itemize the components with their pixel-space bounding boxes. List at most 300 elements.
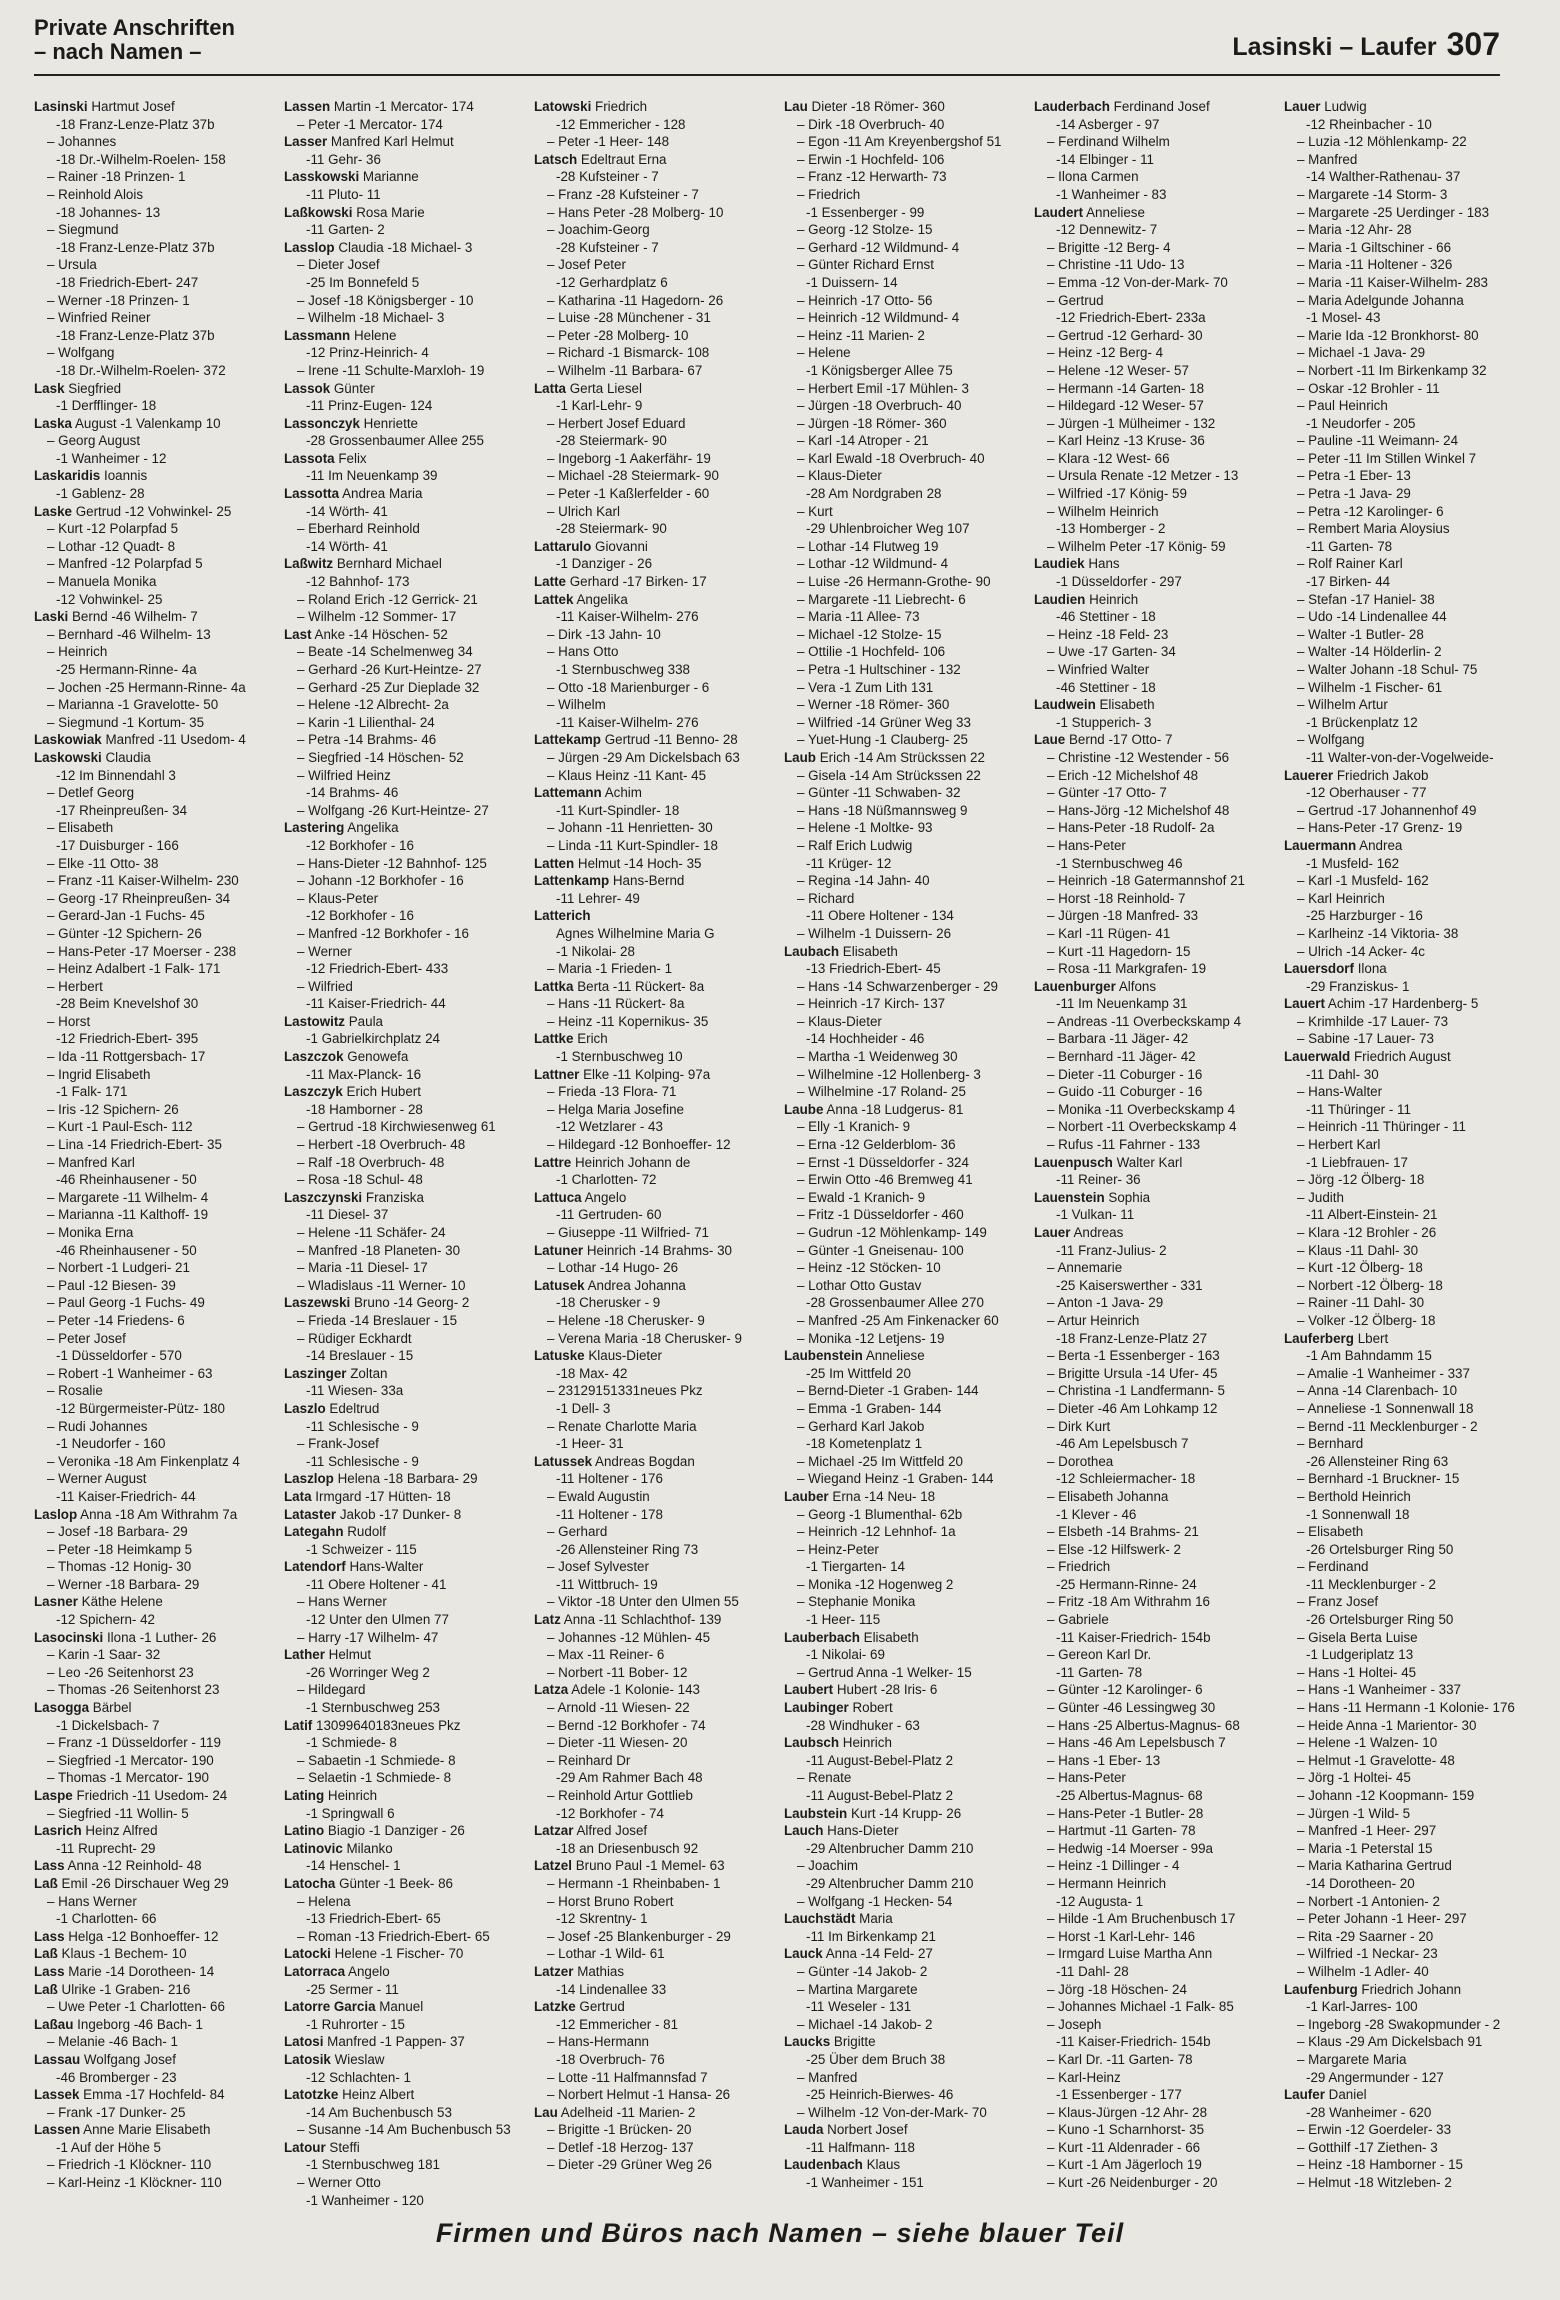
directory-continuation <box>534 555 776 573</box>
entry-text: -1 Düsseldorfer - 297 <box>1056 574 1182 590</box>
entry-dash: – <box>797 679 809 695</box>
entry-text: Dorothea <box>1058 1453 1114 1469</box>
entry-text: Hans <box>1088 556 1120 572</box>
entry-text: Bruno Paul -1 Memel- 63 <box>575 1858 725 1874</box>
entry-dash: – <box>547 292 559 308</box>
entry-text: Günter -17 Otto- 7 <box>1058 785 1167 801</box>
entry-text: Jürgen -18 Overbruch- 40 <box>808 398 962 414</box>
entry-text: Rainer -11 Dahl- 30 <box>1308 1295 1425 1311</box>
entry-dash: – <box>1047 767 1059 783</box>
entry-text: Melanie -46 Bach- 1 <box>58 2034 179 2050</box>
directory-entry <box>534 380 776 398</box>
entry-text: Werner -18 Prinzen- 1 <box>58 292 190 308</box>
directory-continuation <box>34 450 276 468</box>
entry-dash: – <box>297 310 309 326</box>
entry-text: -12 Rheinbacher - 10 <box>1306 116 1432 132</box>
directory-continuation <box>534 432 776 450</box>
entry-text: Roman -13 Friedrich-Ebert- 65 <box>308 1928 490 1944</box>
entry-text: Wilfried <box>308 978 353 994</box>
entry-dash: – <box>47 257 59 273</box>
entry-dash: – <box>1297 1524 1309 1540</box>
entry-dash: – <box>297 679 309 695</box>
entry-text: -1 Mosel- 43 <box>1306 310 1381 326</box>
entry-dash: – <box>297 1119 309 1135</box>
entry-text: Otto -18 Marienburger - 6 <box>558 679 710 695</box>
directory-subentry <box>1284 1294 1526 1312</box>
entry-text: Heinrich -17 Otto- 56 <box>808 292 933 308</box>
entry-text: Elisabeth Johanna <box>1058 1488 1169 1504</box>
entry-dash: – <box>297 1770 309 1786</box>
entry-dash: – <box>1047 908 1059 924</box>
entry-dash: – <box>797 1137 809 1153</box>
directory-subentry <box>1034 1945 1276 1963</box>
entry-text: -1 Sonnenwall 18 <box>1306 1506 1410 1522</box>
entry-dash: – <box>1297 1682 1309 1698</box>
entry-dash: – <box>1297 1735 1309 1751</box>
directory-continuation <box>1034 1629 1276 1647</box>
directory-continuation <box>34 802 276 820</box>
entry-dash: – <box>1047 1981 1059 1997</box>
entry-text: Karl -14 Atroper - 21 <box>808 433 929 449</box>
entry-text: -28 Steiermark- 90 <box>556 521 667 537</box>
entry-text: Hans-Peter -17 Grenz- 19 <box>1308 820 1463 836</box>
entry-text: Monika -12 Hogenweg 2 <box>808 1576 954 1592</box>
directory-subentry <box>1034 1118 1276 1136</box>
entry-dash: – <box>547 257 559 273</box>
entry-text: Angelo <box>348 1963 390 1979</box>
entry-dash: – <box>1297 1225 1309 1240</box>
entry-text: Hans -25 Albertus-Magnus- 68 <box>1058 1717 1240 1733</box>
entry-dash: – <box>797 785 809 801</box>
entry-dash: – <box>1047 749 1059 765</box>
entry-dash: – <box>1047 450 1059 466</box>
directory-subentry <box>534 133 776 151</box>
entry-text: -25 Heinrich-Bierwes- 46 <box>806 2087 954 2103</box>
entry-text: Margarete -11 Liebrecht- 6 <box>808 591 966 607</box>
directory-continuation <box>34 2069 276 2087</box>
directory-continuation <box>1034 520 1276 538</box>
entry-text: Helene -12 Weser- 57 <box>1058 362 1189 378</box>
entry-dash: – <box>547 468 559 484</box>
directory-subentry <box>534 749 776 767</box>
directory-subentry <box>284 1893 526 1911</box>
directory-subentry <box>1034 2104 1276 2122</box>
entry-dash: – <box>297 1752 309 1768</box>
directory-subentry <box>34 2104 276 2122</box>
directory-subentry <box>284 943 526 961</box>
directory-subentry <box>1284 1805 1526 1823</box>
directory-continuation <box>34 1840 276 1858</box>
directory-entry <box>34 1699 276 1717</box>
entry-dash: – <box>797 626 809 642</box>
directory-continuation <box>1284 1646 1526 1664</box>
entry-surname: Lasslop <box>284 239 335 255</box>
entry-text: Hans -1 Holtei- 45 <box>1308 1664 1417 1680</box>
entry-text: Lothar Otto Gustav <box>808 1277 922 1293</box>
directory-continuation <box>1284 538 1526 556</box>
directory-subentry <box>34 221 276 239</box>
directory-subentry <box>784 450 1026 468</box>
entry-text: Horst -1 Karl-Lehr- 146 <box>1058 1928 1196 1944</box>
entry-text: Ilona <box>1357 961 1387 977</box>
entry-text: Gudrun -12 Möhlenkamp- 149 <box>808 1225 987 1240</box>
name-range: Lasinski – Laufer <box>1232 33 1437 61</box>
directory-subentry <box>1284 1312 1526 1330</box>
entry-text: Siegfried <box>68 380 122 396</box>
directory-subentry <box>1034 1717 1276 1735</box>
entry-text: Winfried Reiner <box>58 310 151 326</box>
directory-subentry <box>1034 256 1276 274</box>
directory-subentry <box>1284 221 1526 239</box>
entry-dash: – <box>1047 1400 1059 1416</box>
entry-dash: – <box>1047 890 1059 906</box>
entry-text: Stephanie Monika <box>808 1594 916 1610</box>
entry-surname: Laske <box>34 503 72 519</box>
entry-dash: – <box>547 1260 559 1276</box>
directory-columns <box>34 98 1526 2208</box>
entry-dash: – <box>797 239 809 255</box>
entry-dash: – <box>1047 1700 1059 1716</box>
directory-continuation <box>34 1611 276 1629</box>
entry-dash: – <box>47 538 59 554</box>
entry-dash: – <box>297 1154 309 1170</box>
entry-text: Erich -14 Am Strückssen 22 <box>819 749 985 765</box>
entry-surname: Latten <box>534 855 575 871</box>
entry-dash: – <box>297 873 309 889</box>
entry-text: Robert -1 Wanheimer - 63 <box>58 1365 213 1381</box>
directory-subentry <box>1284 362 1526 380</box>
entry-text: Heinrich <box>327 1788 378 1803</box>
directory-continuation <box>534 1576 776 1594</box>
directory-subentry <box>34 819 276 837</box>
directory-continuation <box>1034 2033 1276 2051</box>
entry-dash: – <box>1047 398 1059 414</box>
entry-text: Gisela -14 Am Strückssen 22 <box>808 767 981 783</box>
entry-text: Elisabeth <box>863 1629 919 1645</box>
directory-subentry <box>34 1998 276 2016</box>
entry-text: Manuel <box>379 1999 424 2015</box>
directory-entry <box>284 168 526 186</box>
entry-dash: – <box>1297 1400 1308 1416</box>
directory-subentry <box>784 116 1026 134</box>
directory-continuation <box>784 204 1026 222</box>
directory-continuation <box>1284 1154 1526 1172</box>
directory-subentry <box>1034 1558 1276 1576</box>
directory-subentry <box>784 1664 1026 1682</box>
entry-text: -25 Albertus-Magnus- 68 <box>1056 1788 1203 1803</box>
entry-text: -18 Franz-Lenze-Platz 37b <box>56 327 215 343</box>
directory-entry <box>534 978 776 996</box>
entry-dash: – <box>547 679 559 695</box>
entry-text: Paul Heinrich <box>1308 398 1388 414</box>
entry-text: -11 Pluto- 11 <box>306 186 381 202</box>
entry-dash: – <box>297 732 309 748</box>
directory-subentry <box>1284 274 1526 292</box>
entry-text: Manuela Monika <box>58 574 157 590</box>
entry-surname: Latzer <box>534 1963 574 1979</box>
entry-text: Hans Otto <box>558 644 619 660</box>
directory-continuation <box>534 2016 776 2034</box>
entry-dash: – <box>547 837 559 853</box>
entry-text: Beate -14 Schelmenweg 34 <box>308 644 473 660</box>
entry-dash: – <box>547 134 559 150</box>
entry-dash: – <box>297 1893 309 1909</box>
directory-continuation <box>784 2139 1026 2157</box>
directory-entry <box>284 485 526 503</box>
entry-text: Jakob -17 Dunker- 8 <box>339 1506 462 1522</box>
directory-subentry <box>1034 1083 1276 1101</box>
directory-entry <box>284 1998 526 2016</box>
directory-entry <box>284 1470 526 1488</box>
entry-dash: – <box>1297 609 1309 625</box>
entry-text: -1 Essenberger - 177 <box>1056 2087 1182 2103</box>
directory-continuation <box>34 1171 276 1189</box>
entry-text: Bernhard <box>1308 1436 1364 1452</box>
directory-continuation <box>784 2051 1026 2069</box>
entry-surname: Latotzke <box>284 2087 339 2103</box>
entry-surname: Lattke <box>534 1031 574 1047</box>
directory-subentry <box>34 714 276 732</box>
entry-dash: – <box>547 749 559 765</box>
directory-subentry <box>1284 450 1526 468</box>
directory-continuation <box>1284 855 1526 873</box>
directory-continuation <box>34 995 276 1013</box>
directory-entry <box>34 415 276 433</box>
directory-continuation <box>284 186 526 204</box>
directory-subentry <box>34 1893 276 1911</box>
entry-text: -14 Dorotheen- 20 <box>1306 1875 1415 1891</box>
entry-dash: – <box>297 1137 309 1153</box>
directory-subentry <box>1034 1752 1276 1770</box>
entry-dash: – <box>797 1770 809 1786</box>
directory-entry <box>34 380 276 398</box>
directory-subentry <box>284 2121 526 2139</box>
directory-subentry <box>284 749 526 767</box>
entry-surname: Laszinger <box>284 1365 347 1381</box>
entry-surname: Lask <box>34 380 65 396</box>
directory-subentry <box>1034 1453 1276 1471</box>
directory-continuation <box>34 151 276 169</box>
directory-subentry <box>784 380 1026 398</box>
entry-text: Hans-Jörg -12 Michelshof 48 <box>1058 802 1230 818</box>
entry-text: -1 Karl-Jarres- 100 <box>1306 1999 1418 2015</box>
entry-text: Yuet-Hung -1 Clauberg- 25 <box>807 732 968 748</box>
entry-text: Hans -18 Nüßmannsweg 9 <box>808 802 968 818</box>
directory-subentry <box>284 1118 526 1136</box>
entry-text: Horst -18 Reinhold- 7 <box>1058 890 1186 906</box>
directory-subentry <box>1034 1312 1276 1330</box>
entry-surname: Latza <box>534 1682 569 1698</box>
entry-dash: – <box>1047 274 1059 290</box>
entry-text: Siegfried -1 Mercator- 190 <box>58 1752 214 1768</box>
entry-text: Gertrud -11 Benno- 28 <box>604 732 738 748</box>
entry-text: Lothar -14 Hugo- 26 <box>558 1260 679 1276</box>
directory-subentry <box>1034 1347 1276 1365</box>
directory-subentry <box>784 714 1026 732</box>
directory-entry <box>34 1822 276 1840</box>
directory-subentry <box>34 679 276 697</box>
directory-continuation <box>1284 1066 1526 1084</box>
entry-dash: – <box>797 837 809 853</box>
entry-text: Rudolf <box>347 1524 386 1540</box>
directory-subentry <box>1034 1646 1276 1664</box>
directory-continuation <box>284 1418 526 1436</box>
entry-text: Karl -11 Rügen- 41 <box>1058 925 1171 941</box>
entry-dash: – <box>1297 521 1309 537</box>
entry-text: -28 Beim Knevelshof 30 <box>56 996 199 1012</box>
entry-text: -11 Krüger- 12 <box>806 855 892 871</box>
entry-text: Heinz -11 Kopernikus- 35 <box>558 1013 709 1029</box>
entry-text: -29 Altenbrucher Damm 210 <box>806 1840 974 1856</box>
entry-text: Gerta Liesel <box>569 380 642 396</box>
entry-text: Hans-Peter -1 Butler- 28 <box>1058 1805 1204 1821</box>
entry-text: Wilhelmine -17 Roland- 25 <box>808 1084 966 1100</box>
directory-subentry <box>534 415 776 433</box>
directory-entry <box>784 2033 1026 2051</box>
entry-text: Rolf Rainer Karl <box>1308 556 1403 572</box>
entry-text: -1 Düsseldorfer - 570 <box>56 1348 182 1364</box>
directory-subentry <box>284 362 526 380</box>
entry-text: Hermann -1 Rheinbaben- 1 <box>558 1875 721 1891</box>
directory-subentry <box>784 1171 1026 1189</box>
directory-continuation <box>1284 309 1526 327</box>
entry-dash: – <box>547 2122 559 2138</box>
entry-dash: – <box>47 1647 59 1663</box>
entry-dash: – <box>1047 837 1059 853</box>
directory-entry <box>1034 204 1276 222</box>
directory-entry <box>284 1506 526 1524</box>
directory-entry <box>534 591 776 609</box>
entry-text: -14 Wörth- 41 <box>306 538 388 554</box>
entry-dash: – <box>1297 292 1309 308</box>
directory-entry <box>284 626 526 644</box>
entry-text: Andreas Bogdan <box>595 1453 695 1469</box>
entry-dash: – <box>297 257 309 273</box>
entry-dash: – <box>797 1453 809 1469</box>
entry-text: Andrea Maria <box>342 486 423 502</box>
entry-dash: – <box>547 204 559 220</box>
directory-continuation <box>34 1435 276 1453</box>
entry-dash: – <box>547 1312 559 1328</box>
entry-dash: – <box>47 1189 59 1205</box>
entry-dash: – <box>297 362 309 378</box>
directory-continuation <box>534 925 776 943</box>
entry-surname: Laubert <box>784 1682 834 1698</box>
entry-text: Ewald -1 Kranich- 9 <box>808 1189 926 1205</box>
directory-entry <box>784 98 1026 116</box>
entry-text: Ilona -1 Luther- 26 <box>106 1629 217 1645</box>
entry-dash: – <box>1047 1488 1059 1504</box>
directory-continuation <box>284 221 526 239</box>
entry-text: Hans -11 Hermann -1 Kolonie- 176 <box>1308 1700 1515 1716</box>
entry-dash: – <box>1047 1101 1059 1117</box>
entry-surname: Lastowitz <box>284 1013 346 1029</box>
directory-continuation <box>284 1611 526 1629</box>
directory-subentry <box>34 1805 276 1823</box>
entry-text: Norbert -1 Ludgeri- 21 <box>58 1260 190 1276</box>
directory-subentry <box>534 256 776 274</box>
entry-text: Margarete -11 Wilhelm- 4 <box>58 1189 209 1205</box>
entry-dash: – <box>1297 1840 1309 1856</box>
entry-text: Gerhard <box>558 1524 608 1540</box>
entry-dash: – <box>547 1788 559 1803</box>
entry-text: -25 Kaiserswerther - 331 <box>1056 1277 1203 1293</box>
entry-text: Dieter -11 Coburger - 16 <box>1058 1066 1203 1082</box>
entry-text: Giuseppe -11 Wilfried- 71 <box>558 1225 710 1240</box>
directory-subentry <box>1034 327 1276 345</box>
directory-entry <box>784 1910 1026 1928</box>
entry-text: -1 Gabrielkirchplatz 24 <box>306 1031 440 1047</box>
directory-continuation <box>284 907 526 925</box>
entry-text: Peter -28 Molberg- 10 <box>558 327 689 343</box>
directory-subentry <box>784 661 1026 679</box>
entry-dash: – <box>47 943 59 959</box>
directory-subentry <box>1284 520 1526 538</box>
directory-subentry <box>1284 819 1526 837</box>
entry-dash: – <box>1047 1612 1059 1628</box>
directory-entry <box>34 2016 276 2034</box>
directory-continuation <box>284 274 526 292</box>
directory-subentry <box>1284 380 1526 398</box>
directory-subentry <box>1034 2156 1276 2174</box>
entry-dash: – <box>1047 943 1059 959</box>
directory-continuation <box>784 1875 1026 1893</box>
directory-continuation <box>34 239 276 257</box>
entry-text: -25 Hermann-Rinne- 24 <box>1056 1576 1197 1592</box>
entry-surname: Latuner <box>534 1242 584 1258</box>
directory-entry <box>34 1787 276 1805</box>
entry-surname: Latte <box>534 574 566 590</box>
entry-dash: – <box>297 1330 309 1346</box>
entry-dash: – <box>797 1172 809 1188</box>
directory-subentry <box>784 1154 1026 1172</box>
entry-dash: – <box>1297 925 1309 941</box>
directory-subentry <box>34 344 276 362</box>
directory-subentry <box>34 1365 276 1383</box>
entry-text: Monika Erna <box>58 1225 134 1240</box>
entry-text: Friedrich August <box>1353 1049 1451 1065</box>
entry-text: -11 Prinz-Eugen- 124 <box>306 398 433 414</box>
directory-subentry <box>34 2174 276 2192</box>
entry-dash: – <box>547 626 559 642</box>
entry-text: Achim -17 Hardenberg- 5 <box>1327 996 1479 1012</box>
directory-subentry <box>1284 943 1526 961</box>
entry-text: Sabaetin -1 Schmiede- 8 <box>308 1752 456 1768</box>
entry-surname: Laszlo <box>284 1400 326 1416</box>
entry-surname: Laue <box>1034 732 1066 748</box>
entry-dash: – <box>797 1524 809 1540</box>
directory-continuation <box>534 520 776 538</box>
entry-text: Oskar -12 Brohler - 11 <box>1308 380 1440 396</box>
directory-subentry <box>1034 1805 1276 1823</box>
entry-text: Maria -11 Kaiser-Wilhelm- 283 <box>1308 274 1489 290</box>
entry-dash: – <box>1047 1383 1059 1399</box>
directory-subentry <box>784 2069 1026 2087</box>
entry-text: Petra -1 Java- 29 <box>1308 486 1411 502</box>
entry-dash: – <box>1047 1946 1059 1962</box>
entry-text: Andreas -11 Overbeckskamp 4 <box>1057 1013 1242 1029</box>
entry-text: Ingrid Elisabeth <box>58 1066 151 1082</box>
entry-text: Gerhard -12 Wildmund- 4 <box>808 239 960 255</box>
entry-dash: – <box>1047 362 1059 378</box>
entry-dash: – <box>547 1946 559 1962</box>
entry-text: -1 Duissern- 14 <box>806 274 898 290</box>
entry-text: -18 Friedrich-Ebert- 247 <box>56 274 199 290</box>
directory-continuation <box>284 432 526 450</box>
entry-dash: – <box>547 767 559 783</box>
entry-dash: – <box>297 1629 309 1645</box>
entry-text: Günter -12 Spichern- 26 <box>58 925 202 941</box>
